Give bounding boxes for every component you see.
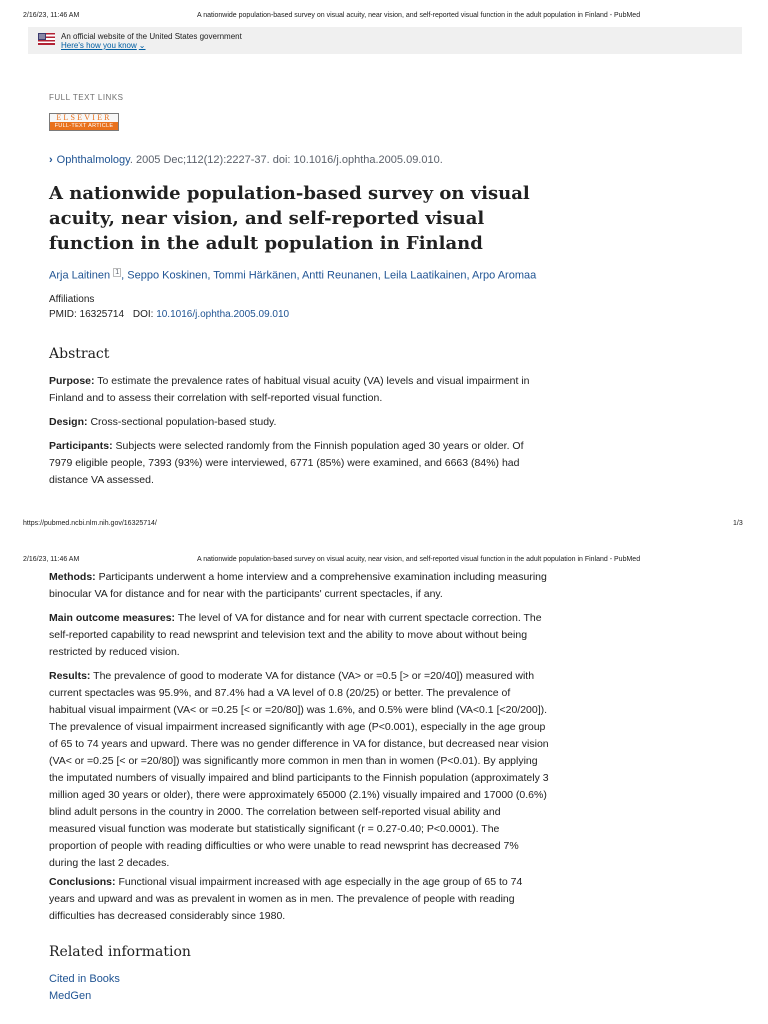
elsevier-full-text-link[interactable] [49,113,119,131]
abstract-heading: Abstract [49,346,110,362]
chevron-down-icon: ⌄ [138,41,146,50]
article-title: A nationwide population-based survey on visual acuity, near vision, and self-reported visual function in the adult population in Finland [49,183,530,254]
abstract-methods: Methods: Participants underwent a home interview and a comprehensive examination including measuring binocular VA for distance and for near with the participants' current spectacles, if any. [49,571,547,600]
full-text-links-label: FULL TEXT LINKS [49,93,124,102]
affiliation-marker[interactable]: 1 [115,269,120,276]
us-flag-icon [38,33,55,45]
author-link[interactable]: Tommi Härkänen [213,269,297,282]
author-link[interactable]: Seppo Koskinen [127,269,208,282]
print-footer-url: https://pubmed.ncbi.nlm.nih.gov/16325714/ [23,520,157,527]
print-timestamp: 2/16/23, 11:46 AM [23,12,80,19]
gov-banner [28,27,742,54]
official-website-text: An official website of the United States government [61,32,242,41]
doi-link[interactable]: 10.1016/j.ophtha.2005.09.010 [156,309,290,320]
affiliations-toggle[interactable]: Affiliations [49,294,95,305]
abstract-participants: Participants: Subjects were selected randomly from the Finnish population aged 30 years or older. Of 7979 eligible people, 7393 (93%) were interviewed, 6771 (85%) were examined, and 6663 (84%) had distance VA assessed. [49,440,524,486]
print-timestamp: 2/16/23, 11:46 AM [23,556,80,563]
citation-details: . 2005 Dec;112(12):2227-37. doi: 10.1016/j.ophtha.2005.09.010. [129,154,443,166]
doi-label: DOI: [132,309,154,320]
related-information-heading: Related information [49,944,191,960]
abstract-design: Design: Cross-sectional population-based study. [49,416,277,428]
abstract-purpose: Purpose: To estimate the prevalence rates of habitual visual acuity (VA) levels and visual impairment in Finland and to assess their correlation with self-reported visual function. [49,375,530,404]
medgen-link[interactable]: MedGen [49,990,92,1002]
author-link[interactable]: Antti Reunanen [301,269,378,282]
pmid: PMID: 16325714 [49,309,125,320]
heres-how-you-know-link[interactable]: Here's how you know ⌄ [61,41,146,50]
abstract-outcome-measures: Main outcome measures: The level of VA for distance and for near with current spectacle correction. The self-reported capability to read newsprint and television text and the ability to move about without being restricted by reduced vision. [49,612,542,658]
author-link[interactable]: Arja Laitinen [49,269,111,282]
print-footer-page: 1/3 [733,520,743,527]
print-title: A nationwide population-based survey on visual acuity, near vision, and self-reported visual function in the adult population in Finland - PubMed [197,556,641,563]
chevron-right-icon: › [49,154,53,166]
elsevier-logo: ELSEVIER [50,114,118,122]
author-list: Arja Laitinen $^1$ , Seppo Koskinen, Tommi Härkänen, Antti Reunanen, Leila Laatikainen, Arpo Aromaa [49,269,537,282]
author-link[interactable]: Leila Laatikainen [383,269,467,282]
abstract-results: Results: The prevalence of good to moderate VA for distance (VA> or =0.5 [> or =20/40]) measured with current spectacles was 95.9%, and 87.4% had a VA level of 0.8 (20/25) or better. The prevalence of habitual visual impairment (VA< or =0.25 [< or =20/80]) was 1.6%, and 0.5% were blind (VA<0.1 [<20/200]). The prevalence of visual impairment increased significantly with age (P<0.001), especially in the age group of 65 to 74 years and upward. There was no gender difference in VA for distance, but decreased near vision (VA< or =0.25 [< or =20/80]) was significantly more common in men than in women (P<0.01). By applying the imputated numbers of visually impaired and blind participants to the Finnish population (approximately 3 million aged 30 years or older), there were approximately 65000 (2.1%) visually impaired and 17000 (0.6%) blind adult persons in the country in 2000. The correlation between self-reported visual ability and measured visual function was moderate but statistically significant (r = 0.27-0.40; P<0.0001). The proportion of people with reading difficulties or who were unable to read newsprint has decreased 7% during the last 2 decades. [49,670,549,869]
cited-in-books-link[interactable]: Cited in Books [49,973,120,985]
article-identifiers [49,309,289,320]
journal-link[interactable]: Ophthalmology [56,154,130,166]
journal-citation [49,154,443,166]
full-text-article-label: FULL-TEXT ARTICLE [50,122,118,130]
abstract-conclusions: Conclusions: Functional visual impairment increased with age especially in the age group of 65 to 74 years and upward and was as prevalent in women as in men. The prevalence of people with reading difficulties has decreased considerably since 1980. [49,876,523,922]
author-link[interactable]: Arpo Aromaa [472,269,537,282]
print-title: A nationwide population-based survey on visual acuity, near vision, and self-reported visual function in the adult population in Finland - PubMed [197,12,641,19]
